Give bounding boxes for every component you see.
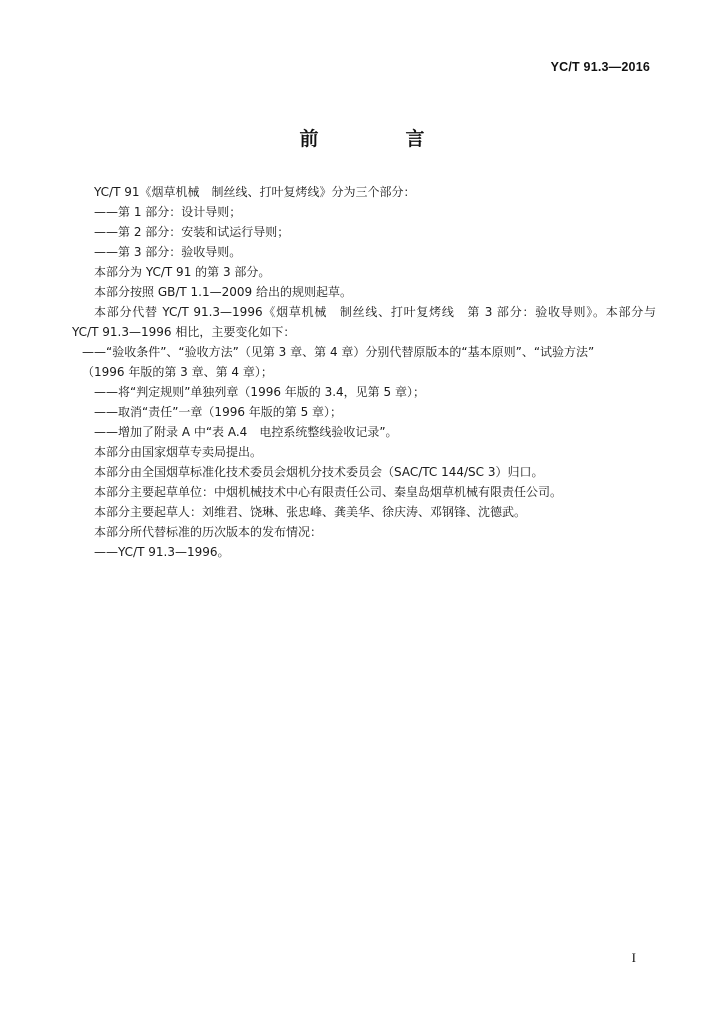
list-item-change-4: ——增加了附录 A 中“表 A.4 电控系统整线验收记录”。 [94,425,398,439]
paragraph-drafting-rules: 本部分按照 GB/T 1.1—2009 给出的规则起草。 [94,285,352,299]
list-item-change-1-line-1: ——“验收条件”、“验收方法”（见第 3 章、第 4 章）分别代替原版本的“基本原则”、“试验方法” [82,345,595,359]
list-item-change-1-line-2: （1996 年版的第 3 章、第 4 章）； [82,365,273,379]
paragraph-parts-intro: YC/T 91《烟草机械 制丝线、打叶复烤线》分为三个部分： [94,185,416,199]
paragraph-under-jurisdiction: 本部分由全国烟草标准化技术委员会烟机分技术委员会（SAC/TC 144/SC 3）归口。 [94,465,544,479]
foreword-body [72,182,656,562]
paragraph-proposed-by: 本部分由国家烟草专卖局提出。 [94,445,263,459]
paragraph-drafters: 本部分主要起草人：刘维君、饶琳、张忠峰、龚美华、徐庆涛、邓钢锋、沈德武。 [94,505,527,519]
standard-number: YC/T 91.3—2016 [550,60,650,74]
list-item-part-3: ——第 3 部分：验收导则。 [94,245,242,259]
list-item-change-1 [72,342,656,382]
paragraph-previous-editions: 本部分所代替标准的历次版本的发布情况： [94,525,323,539]
list-item-change-3: ——取消“责任”一章（1996 年版的第 5 章）； [94,405,343,419]
list-item-previous-edition: ——YC/T 91.3—1996。 [94,545,230,559]
page-number: I [631,950,636,965]
list-item-change-2: ——将“判定规则”单独列章（1996 年版的 3.4，见第 5 章）； [94,385,425,399]
paragraph-replaces: 本部分代替 YC/T 91.3—1996《烟草机械 制丝线、打叶复烤线 第 3 部分：验收导则》。本部分与 YC/T 91.3—1996 相比，主要变化如下： [72,305,656,339]
list-item-part-2: ——第 2 部分：安装和试运行导则； [94,225,290,239]
list-item-part-1: ——第 1 部分：设计导则； [94,205,242,219]
paragraph-drafting-units: 本部分主要起草单位：中烟机械技术中心有限责任公司、秦皇岛烟草机械有限责任公司。 [94,485,563,499]
section-title: 前 言 [299,128,459,150]
paragraph-this-part: 本部分为 YC/T 91 的第 3 部分。 [94,265,271,279]
